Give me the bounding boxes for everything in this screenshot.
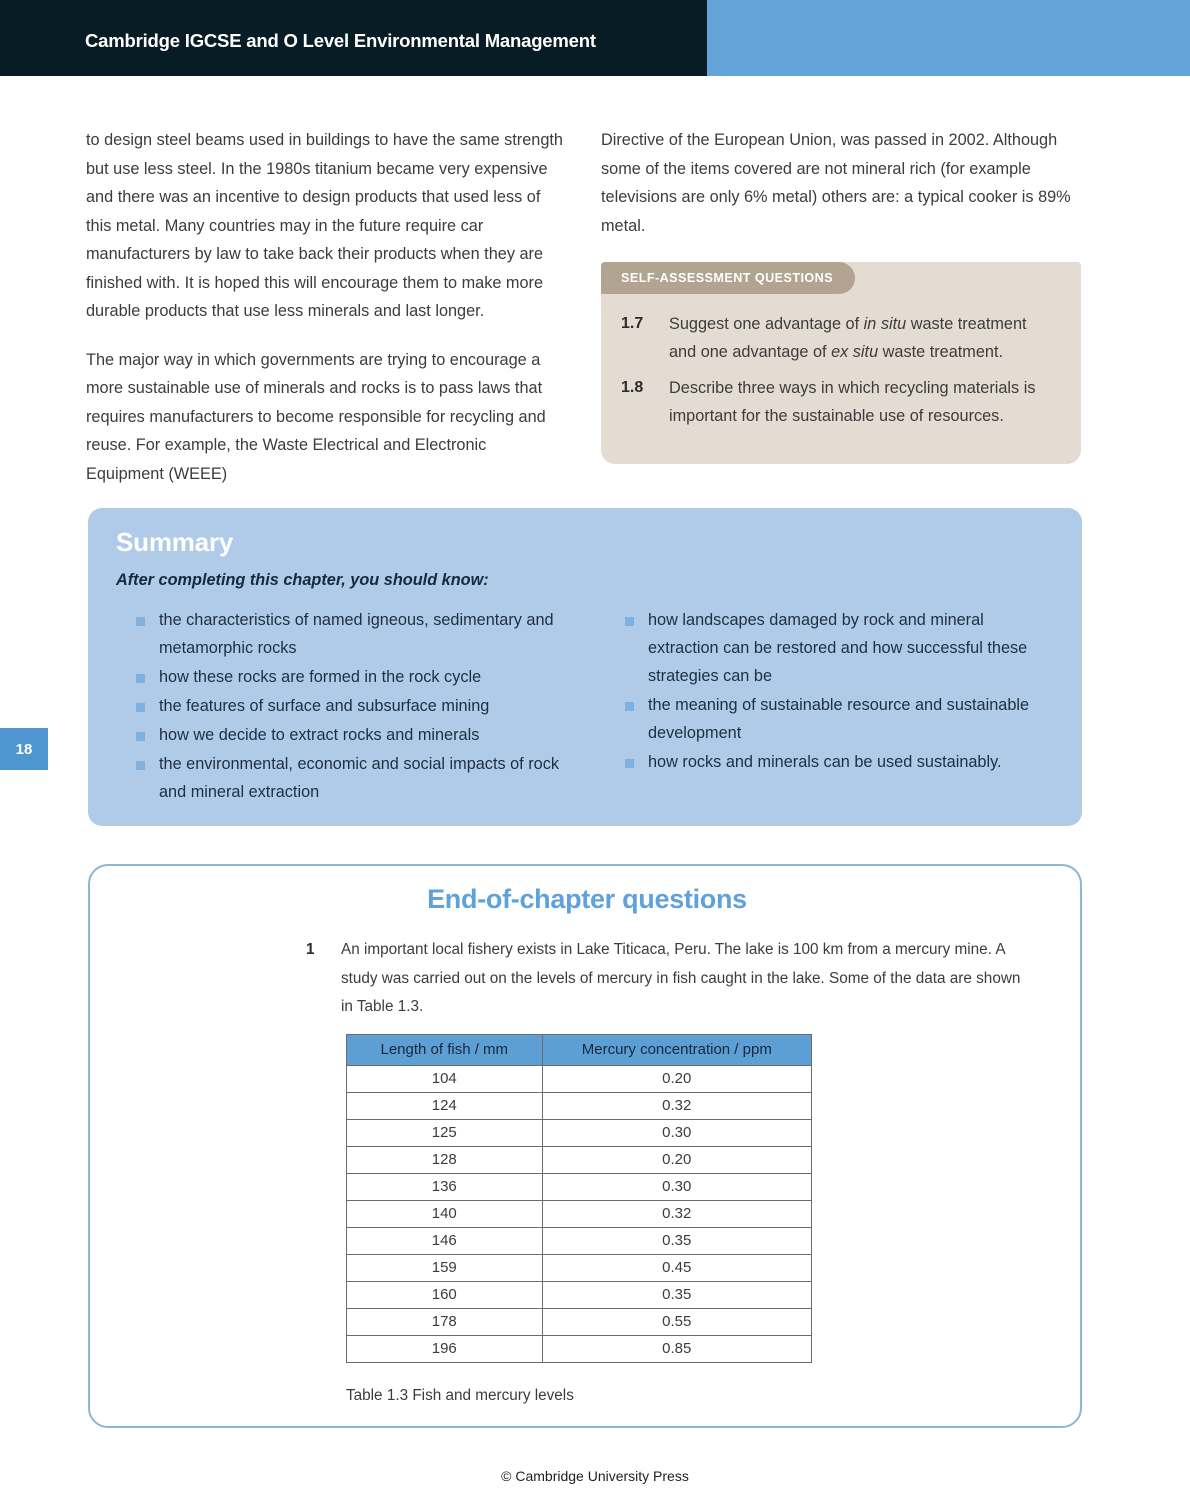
page-header	[0, 0, 1190, 76]
summary-list-item-label: how landscapes damaged by rock and mineral extraction can be restored and how successful these strategies can be	[648, 611, 1028, 685]
summary-list-item	[605, 606, 1058, 690]
page-title: Cambridge IGCSE and O Level Environmental Management	[85, 30, 596, 51]
table-row	[347, 1066, 812, 1093]
self-assessment-question	[621, 310, 1057, 366]
question-text: Suggest one advantage of in situ waste treatment and one advantage of ex situ waste treatment.	[669, 315, 1027, 361]
cell-length: 136	[347, 1174, 543, 1201]
question-number: 1.7	[621, 315, 644, 332]
page-number-tab: 18	[0, 728, 48, 770]
summary-list-item-label: the environmental, economic and social impacts of rock and mineral extraction	[159, 755, 559, 801]
summary-list-item	[605, 748, 1058, 776]
end-of-chapter-title: End-of-chapter questions	[427, 884, 747, 914]
bullet-square-icon	[625, 702, 634, 711]
bullet-square-icon	[136, 617, 145, 626]
column-header-mercury: Mercury concentration / ppm	[542, 1035, 811, 1066]
table-row	[347, 1282, 812, 1309]
summary-list-item-label: how we decide to extract rocks and minerals	[159, 726, 480, 744]
cell-mercury: 0.85	[542, 1336, 811, 1363]
cell-mercury: 0.32	[542, 1201, 811, 1228]
summary-list-item-label: the characteristics of named igneous, sedimentary and metamorphic rocks	[159, 611, 554, 657]
summary-list-item	[116, 663, 561, 691]
fish-mercury-table	[346, 1034, 812, 1363]
cell-length: 178	[347, 1309, 543, 1336]
summary-column-left	[88, 606, 585, 807]
cell-length: 159	[347, 1255, 543, 1282]
summary-list-item-label: the meaning of sustainable resource and sustainable development	[648, 696, 1030, 742]
bullet-square-icon	[136, 703, 145, 712]
bullet-square-icon	[136, 674, 145, 683]
summary-panel	[88, 508, 1082, 826]
table-header-row	[347, 1035, 812, 1066]
summary-columns	[88, 606, 1082, 807]
summary-subtitle: After completing this chapter, you should know:	[116, 571, 489, 589]
table-row	[347, 1093, 812, 1120]
self-assessment-question-list	[601, 310, 1081, 430]
table-row	[347, 1336, 812, 1363]
right-text-column	[601, 126, 1071, 260]
paragraph: The major way in which governments are trying to encourage a more sustainable use of minerals and rocks is to pass laws that requires manufacturers to become responsible for recycling and reuse. For example, the Waste Electrical and Electronic Equipment (WEEE)	[86, 350, 546, 483]
left-text-column	[86, 126, 564, 508]
cell-mercury: 0.35	[542, 1282, 811, 1309]
cell-length: 128	[347, 1147, 543, 1174]
self-assessment-panel	[601, 262, 1081, 464]
table-row	[347, 1201, 812, 1228]
header-blue-bar	[707, 0, 1190, 76]
fish-mercury-table-wrapper	[346, 1034, 812, 1363]
column-header-length: Length of fish / mm	[347, 1035, 543, 1066]
summary-list-item	[605, 691, 1058, 747]
cell-length: 146	[347, 1228, 543, 1255]
cell-mercury: 0.35	[542, 1228, 811, 1255]
bullet-square-icon	[625, 617, 634, 626]
paragraph: to design steel beams used in buildings to have the same strength but use less steel. In the 1980s titanium became very expensive and there was an incentive to design products that used less of this metal. Many countries may in the future require car manufacturers by law to take back their products when they are finished with. It is hoped this will encourage them to make more durable products that use less minerals and last longer.	[86, 131, 563, 320]
table-row	[347, 1228, 812, 1255]
table-row	[347, 1309, 812, 1336]
summary-list-left	[116, 606, 561, 806]
cell-mercury: 0.55	[542, 1309, 811, 1336]
summary-list-item	[116, 606, 561, 662]
end-of-chapter-question	[306, 936, 1026, 1022]
self-assessment-question	[621, 374, 1057, 430]
footer-copyright: © Cambridge University Press	[501, 1468, 689, 1484]
question-number: 1	[306, 941, 315, 958]
summary-list-item	[116, 750, 561, 806]
bullet-square-icon	[136, 732, 145, 741]
table-head	[347, 1035, 812, 1066]
table-body	[347, 1066, 812, 1363]
self-assessment-tab-label: SELF-ASSESSMENT QUESTIONS	[601, 262, 855, 294]
bullet-square-icon	[136, 761, 145, 770]
question-text: An important local fishery exists in Lake Titicaca, Peru. The lake is 100 km from a mercury mine. A study was carried out on the levels of mercury in fish caught in the lake. Some of the data are shown in Table 1.3.	[341, 941, 1021, 1015]
summary-list-item-label: how rocks and minerals can be used sustainably.	[648, 753, 1002, 771]
cell-mercury: 0.20	[542, 1147, 811, 1174]
cell-mercury: 0.32	[542, 1093, 811, 1120]
question-text: Describe three ways in which recycling materials is important for the sustainable use of resources.	[669, 379, 1036, 425]
table-row	[347, 1147, 812, 1174]
cell-length: 196	[347, 1336, 543, 1363]
table-caption: Table 1.3 Fish and mercury levels	[346, 1387, 574, 1404]
cell-mercury: 0.30	[542, 1120, 811, 1147]
summary-list-right	[605, 606, 1058, 776]
summary-list-item	[116, 692, 561, 720]
cell-length: 125	[347, 1120, 543, 1147]
summary-list-item-label: the features of surface and subsurface mining	[159, 697, 490, 715]
question-number: 1.8	[621, 379, 644, 396]
summary-list-item-label: how these rocks are formed in the rock cycle	[159, 668, 482, 686]
cell-length: 124	[347, 1093, 543, 1120]
table-row	[347, 1120, 812, 1147]
cell-mercury: 0.45	[542, 1255, 811, 1282]
bullet-square-icon	[625, 759, 634, 768]
cell-mercury: 0.30	[542, 1174, 811, 1201]
summary-list-item	[116, 721, 561, 749]
summary-title: Summary	[116, 527, 234, 557]
cell-length: 104	[347, 1066, 543, 1093]
table-row	[347, 1255, 812, 1282]
cell-length: 160	[347, 1282, 543, 1309]
paragraph: Directive of the European Union, was passed in 2002. Although some of the items covered are not mineral rich (for example televisions are only 6% metal) others are: a typical cooker is 89% metal.	[601, 131, 1071, 235]
end-of-chapter-panel	[88, 864, 1082, 1428]
summary-column-right	[585, 606, 1082, 807]
cell-length: 140	[347, 1201, 543, 1228]
cell-mercury: 0.20	[542, 1066, 811, 1093]
table-row	[347, 1174, 812, 1201]
